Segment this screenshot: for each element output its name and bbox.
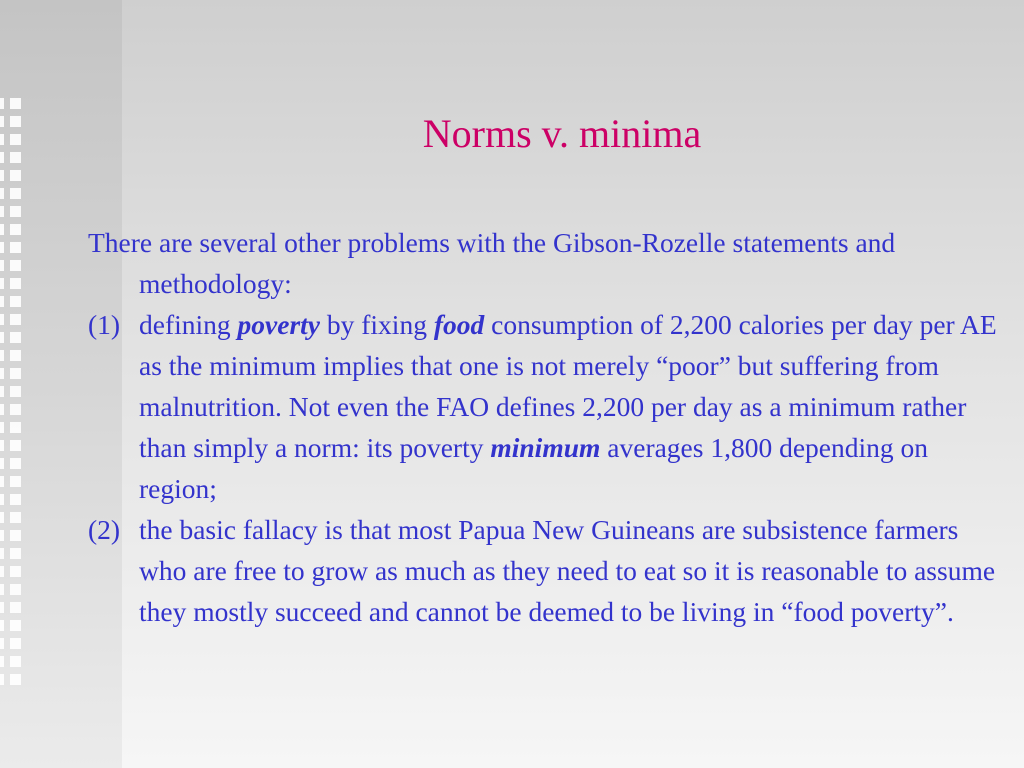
decorative-square	[10, 458, 21, 469]
slide-title: Norms v. minima	[422, 111, 702, 156]
decorative-square	[10, 620, 21, 631]
decorative-square	[10, 350, 21, 361]
decorative-square	[10, 188, 21, 199]
decorative-square	[10, 512, 21, 523]
decorative-square	[0, 656, 4, 667]
decorative-square	[0, 512, 4, 523]
decorative-square	[10, 98, 21, 109]
decorative-square	[10, 242, 21, 253]
emphasis-minimum: minimum	[490, 432, 601, 463]
decorative-square	[0, 548, 4, 559]
decorative-square	[0, 638, 4, 649]
decorative-square	[0, 332, 4, 343]
list-text-2: the basic fallacy is that most Papua New Guineans are subsistence farmers who are free to grow as much as they need to eat so it is reasonable to assume they mostly succeed and cannot be deemed to be living in “food poverty”.	[139, 514, 996, 627]
list-number-2: (2)	[88, 514, 121, 545]
intro-paragraph: There are several other problems with the Gibson-Rozelle statements and methodology:	[88, 227, 896, 299]
decorative-square	[0, 98, 4, 109]
list-item-1	[88, 304, 1008, 509]
decorative-square	[10, 314, 21, 325]
list-text-1	[139, 304, 1008, 509]
decorative-square	[10, 170, 21, 181]
decorative-square	[10, 332, 21, 343]
decorative-square	[10, 296, 21, 307]
decorative-square	[10, 530, 21, 541]
decorative-square	[0, 224, 4, 235]
decorative-square	[0, 530, 4, 541]
slide-body	[88, 222, 1008, 632]
decorative-square	[0, 404, 4, 415]
decorative-square	[10, 638, 21, 649]
decorative-square	[0, 260, 4, 271]
list-number-1: (1)	[88, 309, 121, 340]
decorative-square	[10, 422, 21, 433]
text-run: averages 1,800 depending on region;	[139, 432, 929, 504]
decorative-square	[10, 368, 21, 379]
decorative-square	[0, 476, 4, 487]
decorative-square	[0, 296, 4, 307]
decorative-square	[10, 656, 21, 667]
decorative-square	[0, 206, 4, 217]
decorative-square	[0, 674, 4, 685]
decorative-square	[0, 584, 4, 595]
decorative-square	[0, 494, 4, 505]
decorative-square	[10, 548, 21, 559]
decorative-square	[0, 566, 4, 577]
decorative-square	[10, 566, 21, 577]
text-run: defining	[139, 309, 238, 340]
decorative-square	[0, 440, 4, 451]
decorative-square	[0, 350, 4, 361]
decorative-square	[10, 260, 21, 271]
decorative-square	[0, 458, 4, 469]
decorative-square	[10, 224, 21, 235]
decorative-square	[0, 368, 4, 379]
decorative-square	[10, 404, 21, 415]
text-run: by fixing	[320, 309, 434, 340]
decorative-square	[10, 674, 21, 685]
decorative-square	[10, 206, 21, 217]
decorative-square	[10, 278, 21, 289]
decorative-square	[0, 386, 4, 397]
decorative-square	[10, 440, 21, 451]
decorative-square	[0, 602, 4, 613]
decorative-square	[10, 386, 21, 397]
decorative-square	[0, 620, 4, 631]
decorative-square	[0, 242, 4, 253]
emphasis-poverty: poverty	[237, 309, 320, 340]
decorative-square	[10, 494, 21, 505]
decorative-square	[10, 476, 21, 487]
decorative-square	[0, 314, 4, 325]
decorative-square	[0, 188, 4, 199]
decorative-square	[0, 170, 4, 181]
list-item-2	[88, 509, 1008, 632]
emphasis-food: food	[433, 309, 485, 340]
decorative-square	[0, 422, 4, 433]
text-run: consumption of 2,200 calories per day per AE as the minimum implies that one is not merely “poor” but suffering from malnutrition. Not even the FAO defines 2,200 per day as a minimum rather than simply a norm: its poverty	[139, 309, 997, 463]
decorative-square	[10, 584, 21, 595]
decorative-square	[10, 602, 21, 613]
decorative-square	[0, 278, 4, 289]
